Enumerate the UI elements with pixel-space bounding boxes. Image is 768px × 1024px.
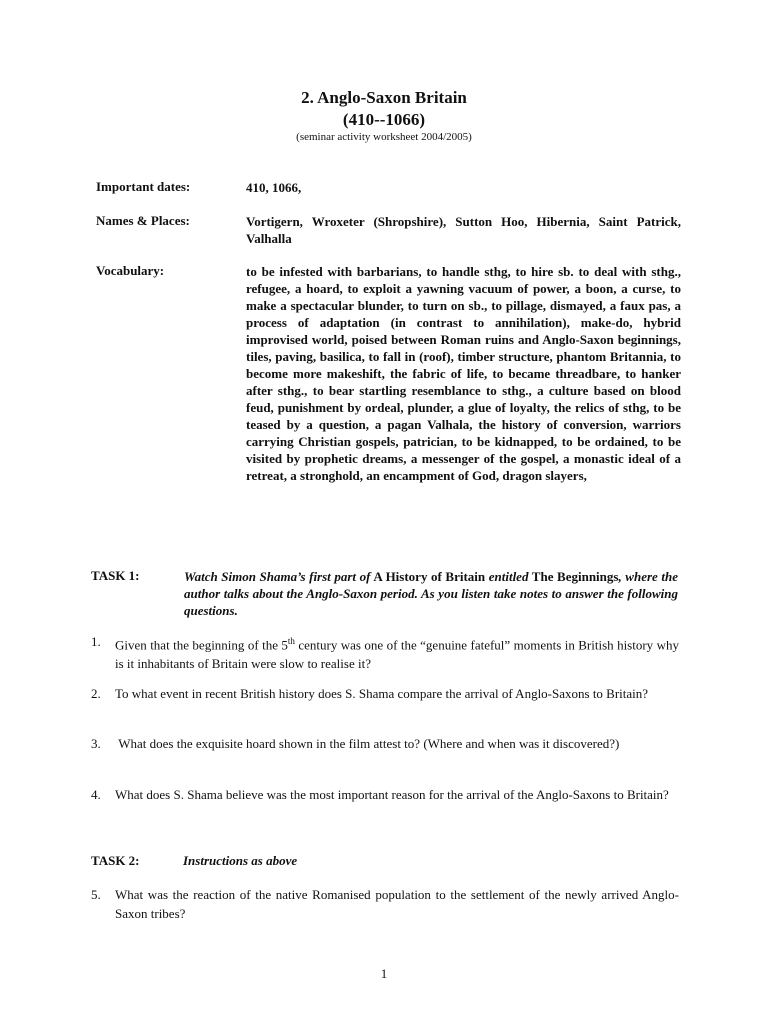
dates-label: Important dates:: [96, 179, 191, 194]
question-1: [91, 632, 679, 673]
vocabulary-value: to be infested with barbarians, to handle sthg, to hire sb. to deal with sthg., refugee, a hoard, to exploit a yawning vacuum of power, a boon, a curse, to make a spectacular blunder, to turn on sb., to pillage, dismayed, a faux pas, a process of adaptation (in contrast to annihilation), make-do, hybrid improvised world, poised between Roman ruins and Anglo-Saxon beginnings, tiles, paving, basilica, to fall in (roof), timber structure, phantom Britannia, to become more makeshift, the fabric of life, to became threadbare, to hanker after sthg., to bear startling resemblance to sthg., a culture based on blood feud, punishment by ordeal, plunder, a glue of loyalty, the relics of sthg, to be teased by a question, a pagan Valhala, the history of conversion, warriors carrying Christian gospels, patrician, to be kidnapped, to be ordained, to be visited by prophetic dreams, a messenger of the gospel, a monastic ideal of a retreat, a stronghold, an encampment of God, dragon slayers,: [246, 264, 681, 483]
question-number: 4.: [91, 787, 101, 802]
question-text: What does S. Shama believe was the most important reason for the arrival of the Anglo-Saxons to Britain?: [115, 787, 669, 802]
question-number: 5.: [91, 887, 101, 902]
question-number: 2.: [91, 686, 101, 701]
names-places-value: Vortigern, Wroxeter (Shropshire), Sutton Hoo, Hibernia, Saint Patrick, Valhalla: [246, 214, 681, 246]
question-text: To what event in recent British history does S. Shama compare the arrival of Anglo-Saxons to Britain?: [115, 686, 649, 701]
vocabulary-label: Vocabulary:: [96, 263, 165, 278]
question-text-post: century was one of the “genuine fateful” moments in British history why is it inhabitants of Britain were slow to realise it?: [115, 637, 679, 672]
page-number: 1: [380, 966, 388, 981]
question-text-sup: th: [287, 636, 295, 646]
task1-part3: entitled: [488, 569, 529, 584]
document-years: (410--1066): [342, 110, 426, 129]
question-number: 3.: [91, 736, 101, 751]
question-3: [91, 734, 679, 753]
document-title: 2. Anglo-Saxon Britain: [301, 88, 467, 107]
question-4: [91, 785, 679, 804]
question-2: [91, 684, 679, 703]
task1-part5: , where the author talks about the Anglo-Saxon period. As you listen take notes to answer the following questions.: [184, 569, 678, 618]
question-text: [115, 632, 679, 673]
dates-value: 410, 1066,: [246, 180, 302, 195]
task2-label: TASK 2:: [91, 853, 140, 868]
names-places-label: Names & Places:: [96, 213, 190, 228]
task2-instructions: Instructions as above: [183, 853, 298, 868]
task1-part4: The Beginnings: [528, 569, 619, 584]
document-subtitle: (seminar activity worksheet 2004/2005): [296, 131, 472, 143]
question-text-pre: Given that the beginning of the 5: [115, 637, 288, 653]
question-number: 1.: [91, 634, 101, 649]
question-text: What was the reaction of the native Romanised population to the settlement of the newly arrived Anglo-Saxon tribes?: [115, 887, 679, 921]
question-text: What does the exquisite hoard shown in the film attest to? (Where and when was it discovered?): [115, 736, 620, 751]
question-5: [91, 885, 679, 923]
task1-part2: A History of Britain: [370, 569, 489, 584]
task1-instructions: [184, 568, 678, 619]
task1-part1: Watch Simon Shama’s first part of: [184, 569, 371, 584]
task1-label: TASK 1:: [91, 568, 140, 583]
